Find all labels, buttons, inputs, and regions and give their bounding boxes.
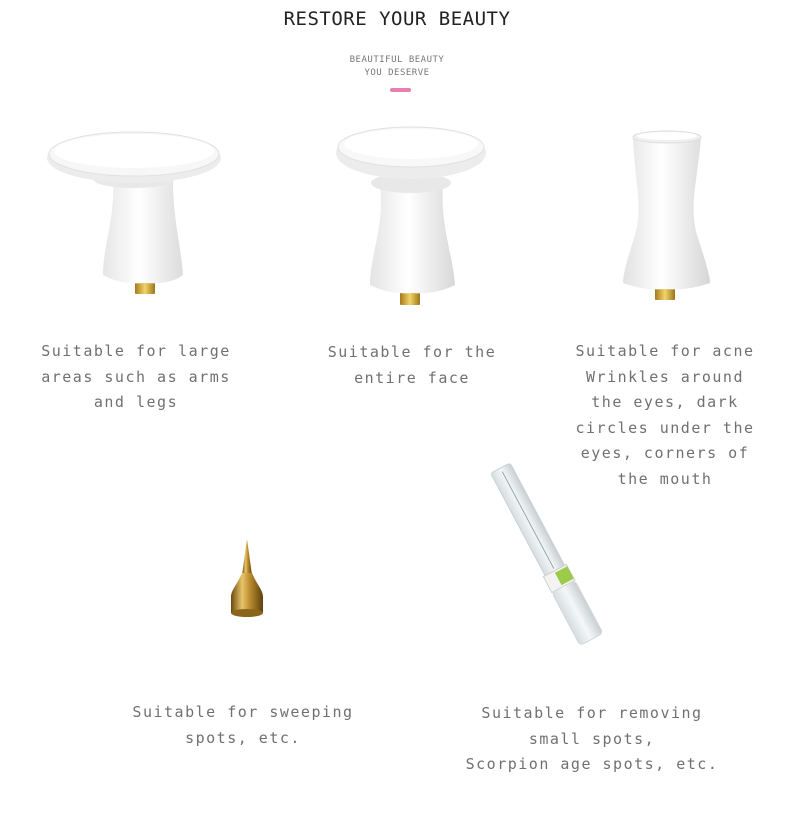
page-title: RESTORE YOUR BEAUTY	[283, 8, 511, 30]
caption-line: Scorpion age spots, etc.	[465, 755, 719, 773]
caption-line: Suitable for the	[327, 343, 497, 361]
medium-probe-icon	[335, 125, 490, 307]
large-flat-probe-icon	[45, 125, 227, 300]
caption-line: spots, etc.	[185, 728, 301, 747]
caption-line: the mouth	[617, 469, 713, 488]
caption-line: Suitable for acne	[575, 342, 755, 360]
small-cup-probe-icon	[615, 125, 720, 303]
caption-small-probe	[565, 339, 765, 492]
accent-divider	[390, 88, 411, 92]
page-subtitle	[297, 54, 497, 80]
subtitle-line-1: BEAUTIFUL BEAUTY	[349, 55, 445, 65]
caption-line: Suitable for removing	[481, 704, 703, 722]
caption-needle-tube	[462, 701, 722, 778]
caption-line: Suitable for large	[41, 342, 231, 360]
caption-line: small spots,	[528, 729, 656, 748]
caption-line: the eyes, dark	[591, 393, 739, 411]
caption-line: Suitable for sweeping	[132, 703, 354, 721]
caption-large-probe	[36, 339, 236, 416]
caption-line: eyes, corners of	[580, 444, 750, 462]
caption-needle-tip	[128, 700, 358, 751]
caption-line: circles under the	[575, 418, 755, 437]
caption-line: and legs	[93, 393, 179, 411]
caption-line: entire face	[354, 368, 470, 387]
subtitle-line-2: YOU DESERVE	[364, 68, 430, 78]
caption-line: areas such as arms	[41, 367, 231, 386]
caption-line: Wrinkles around	[586, 367, 744, 386]
needle-tip-icon	[225, 535, 270, 625]
caption-medium-probe	[312, 340, 512, 391]
